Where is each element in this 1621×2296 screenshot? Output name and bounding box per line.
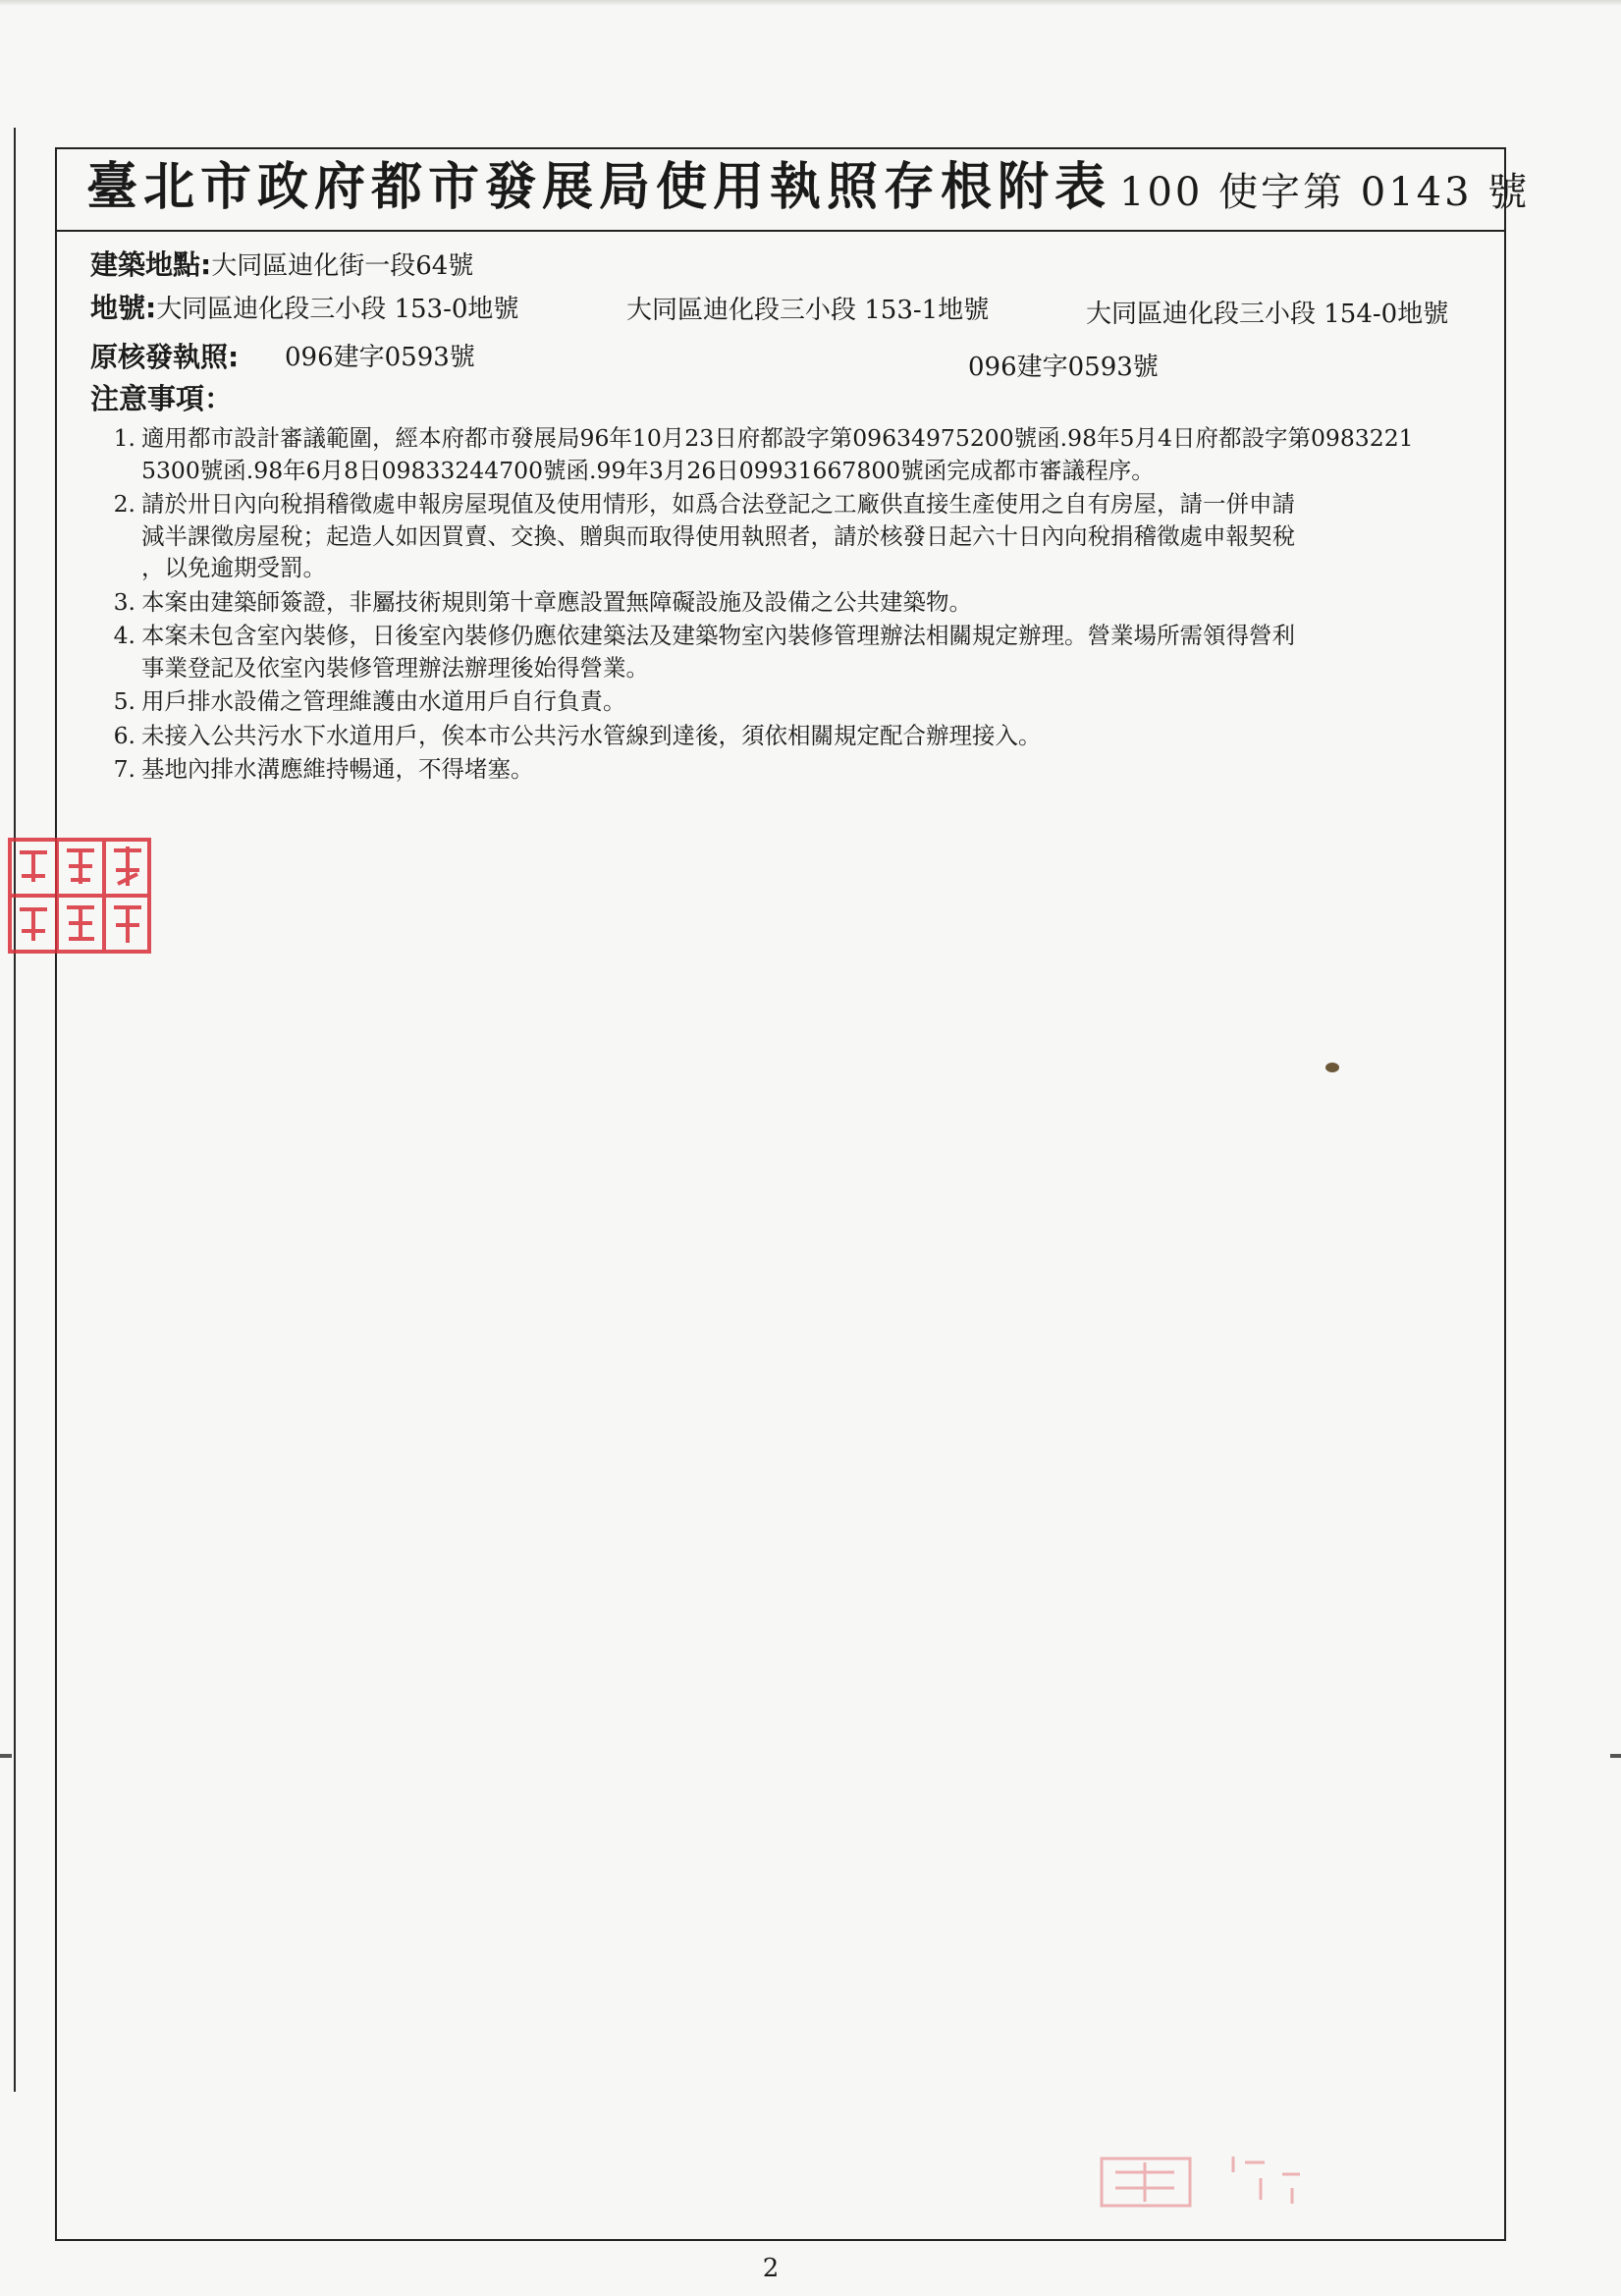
building-location-row xyxy=(90,247,473,284)
scan-edge-left xyxy=(14,128,16,2092)
note-number: 1. xyxy=(113,424,135,452)
note-text: 未接入公共污水下水道用戶，俟本市公共污水管線到達後，須依相關規定配合辦理接入。 xyxy=(141,721,1042,749)
lot-number-3: 大同區迪化段三小段 154-0地號 xyxy=(1086,300,1449,329)
page-number: 2 xyxy=(762,2254,780,2283)
note-text: 用戶排水設備之管理維護由水道用戶自行負責。 xyxy=(141,687,626,715)
original-permit-row xyxy=(90,340,239,376)
faint-stamp xyxy=(1096,2149,1320,2214)
scan-edge-top xyxy=(0,0,1621,6)
note-text: 本案未包含室內裝修，日後室內裝修仍應依建築法及建築物室內裝修管理辦法相關規定辦理。營業場所需領得營利 事業登記及依室內裝修管理辦法辦理後始得營業。 xyxy=(141,622,1295,682)
building-location-value: 大同區迪化街一段64號 xyxy=(211,251,474,281)
note-text: 基地內排水溝應維持暢通，不得堵塞。 xyxy=(141,755,534,783)
note-number: 2. xyxy=(113,490,135,518)
scan-mark-left xyxy=(0,1754,12,1758)
note-text: 請於卅日內向稅捐稽徵處申報房屋現值及使用情形，如爲合法登記之工廠供直接生產使用之自有房屋，請一併申請 減半課徵房屋稅；起造人如因買賣、交換、贈與而取得使用執照者，請於核發日起六十日內向稅捐稽徵處申報契稅 ，以免逾期受罰。 xyxy=(141,490,1295,581)
official-seal-stamp xyxy=(8,837,153,955)
original-permit-value-1: 096建字0593號 xyxy=(285,343,475,372)
note-number: 7. xyxy=(113,755,135,783)
permit-number: 100 使字第 0143 號 xyxy=(1119,170,1531,215)
header-divider xyxy=(55,230,1506,232)
lot-number-2: 大同區迪化段三小段 153-1地號 xyxy=(626,296,990,325)
note-number: 6. xyxy=(113,721,135,749)
notes-list xyxy=(102,422,1506,788)
note-item-7 xyxy=(102,753,1506,786)
note-item-2 xyxy=(102,488,1506,584)
note-number: 4. xyxy=(113,622,135,649)
note-text: 本案由建築師簽證，非屬技術規則第十章應設置無障礙設施及設備之公共建築物。 xyxy=(141,587,972,616)
note-item-1 xyxy=(102,422,1506,486)
note-item-4 xyxy=(102,620,1506,683)
lot-number-row xyxy=(90,291,518,327)
lot-number-1: 大同區迪化段三小段 153-0地號 xyxy=(156,295,519,324)
note-item-3 xyxy=(102,586,1506,619)
note-number: 3. xyxy=(113,587,135,616)
notes-heading: 注意事項： xyxy=(90,382,234,415)
scan-speck xyxy=(1325,1063,1339,1072)
lot-number-label: 地號: xyxy=(90,292,157,324)
original-permit-label: 原核發執照: xyxy=(90,341,240,373)
original-permit-value-2: 096建字0593號 xyxy=(968,353,1159,382)
note-item-6 xyxy=(102,720,1506,752)
building-location-label: 建築地點: xyxy=(90,248,212,281)
note-item-5 xyxy=(102,685,1506,718)
document-title: 臺北市政府都市發展局使用執照存根附表 xyxy=(86,157,1112,217)
note-text: 適用都市設計審議範圍，經本府都市發展局96年10月23日府都設字第09634975200號函.98年5月4日府都設字第0983221 5300號函.98年6月8日09833244700號函.99年3月26日09931667800號函完成都市審議程序。 xyxy=(141,424,1414,484)
scan-mark-right xyxy=(1610,1754,1621,1758)
note-number: 5. xyxy=(113,687,135,715)
